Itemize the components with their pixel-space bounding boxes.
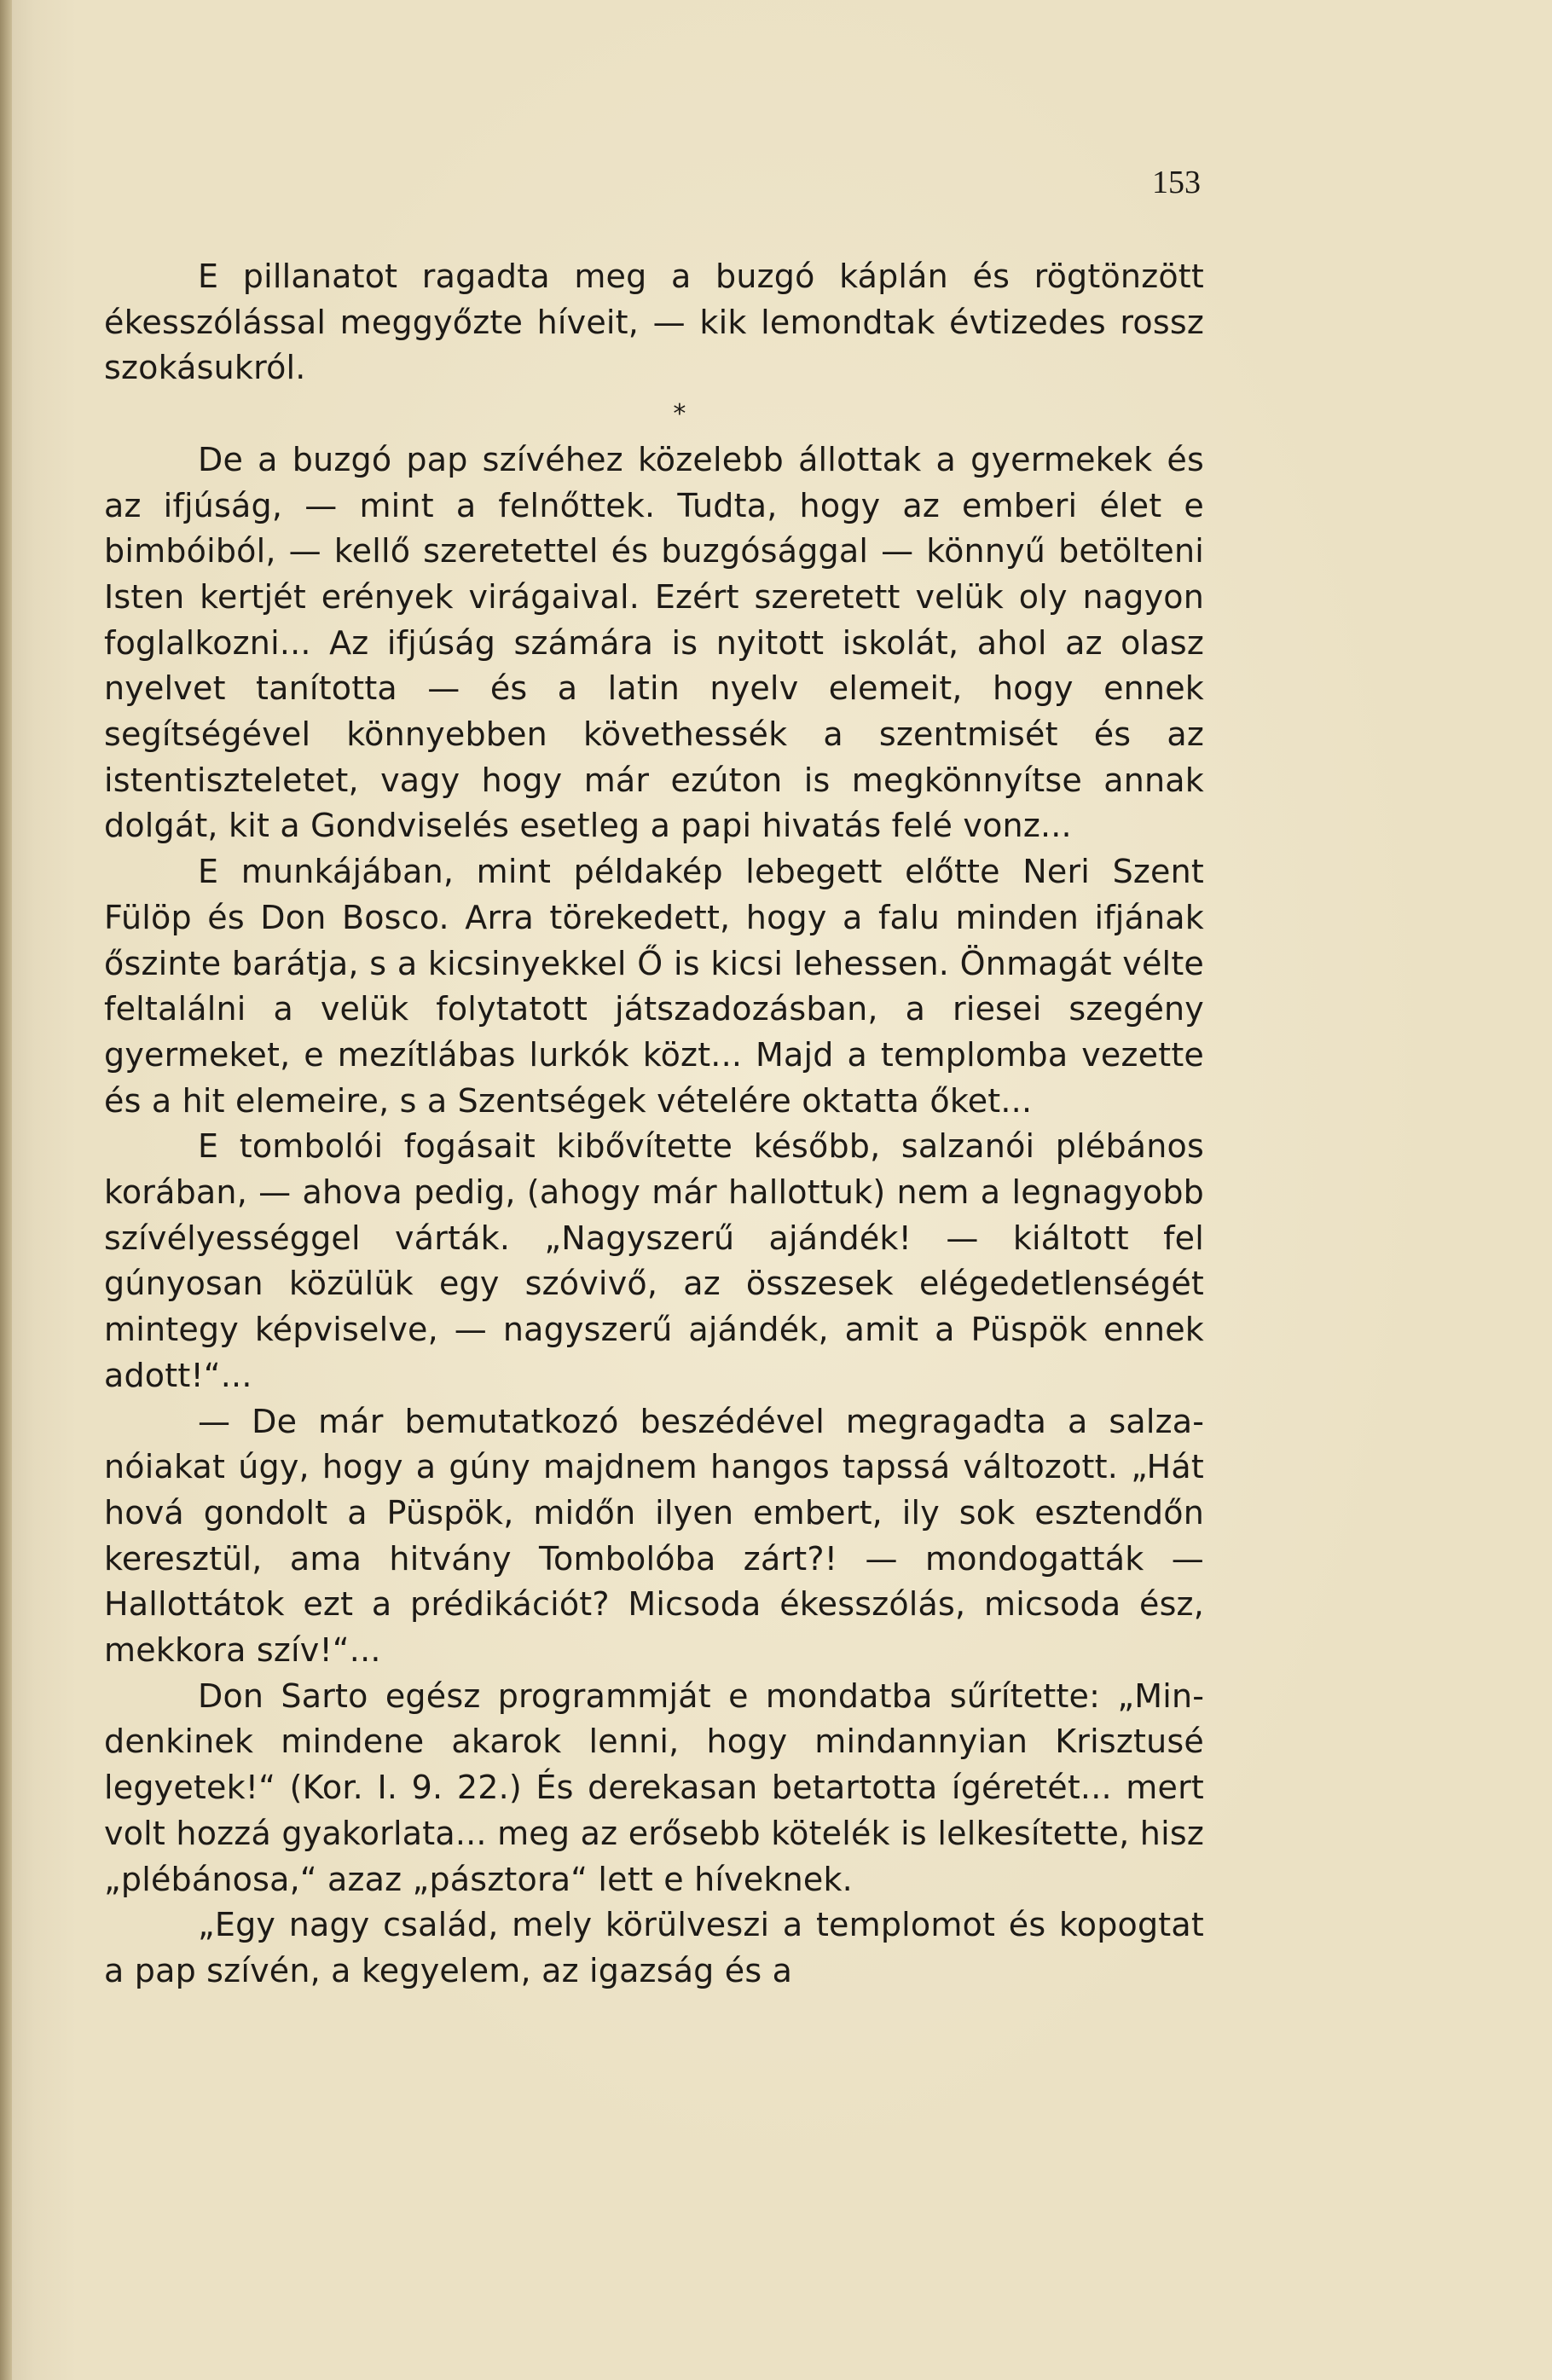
paragraph-5: — De már bemutatkozó beszédével megragadta a salzanóiakat úgy, hogy a gúny majdnem hangos tapssá változott. „Hát hová gondolt a Püspök, midőn ilyen embert, ily sok esztendőn keresztül, ama hitvány Tombolóba zárt?! — mondogatták — Hallottátok ezt a prédikációt? Micsoda ékesszólás, micsoda ész, mekkora szív!“... xyxy=(104,1402,1204,1670)
page-edge xyxy=(0,0,12,2380)
paragraph-1: E pillanatot ragadta meg a buzgó káplán és rögtönzött ékesszólással meggyőzte híveit, — kik lemondtak évtizedes rossz szokásukról. xyxy=(104,258,1204,387)
paragraph-7: „Egy nagy család, mely körülveszi a templomot és kopogtat a pap szívén, a kegyelem, az igazság és a xyxy=(104,1906,1204,1989)
paragraph-2: De a buzgó pap szívéhez közelebb állottak a gyermekek és az ifjúság, — mint a felnőttek. Tudta, hogy az emberi élet e bimbóiból, — kellő szeretettel és buzgósággal — könnyű betölteni Isten kertjét erények virágaival. Ezért szeretett velük oly nagyon foglalkozni... Az ifjúság számára is nyitott iskolát, ahol az olasz nyelvet tanította — és a latin nyelv elemeit, hogy ennek segítségével könnyebben követhessék a szentmisét és az istentiszteletet, vagy hogy már ezúton is megkönnyítse annak dolgát, kit a Gondviselés esetleg a papi hivatás felé vonz... xyxy=(104,440,1204,845)
section-separator: * xyxy=(673,399,686,430)
paragraph-4: E tombolói fogásait kibővítette később, salzanói plébános korában, — ahova pedig, (ahogy már hallottuk) nem a legnagyobb szívélyességgel várták. „Nagyszerű ajándék! — kiáltott fel gúnyosan közülük egy szóvivő, az összesek elégedetlenségét mintegy képviselve, — nagyszerű ajándék, amit a Püspök ennek adott!“... xyxy=(104,1127,1204,1394)
paragraph-3: E munkájában, mint példakép lebegett előtte Neri Szent Fülöp és Don Bosco. Arra törekedett, hogy a falu minden ifjának őszinte barátja, s a kicsinyekkel Ő is kicsi lehessen. Önmagát vélte feltalálni a velük folytatott játszadozásban, a riesei szegény gyermeket, e mezítlábas lurkók közt... Majd a templomba vezette és a hit elemeire, s a Szentségek vételére oktatta őket... xyxy=(104,853,1204,1120)
paragraph-6: Don Sarto egész programmját e mondatba sűrítette: „Mindenkinek mindene akarok lenni, hogy mindannyian Krisztusé legyetek!“ (Kor. I. 9. 22.) És derekasan betartotta ígéretét... mert volt hozzá gyakorlata... meg az erősebb kötelék is lelkesítette, hisz „plébánosa,“ azaz „pásztora“ lett e híveknek. xyxy=(104,1676,1204,1898)
body-text xyxy=(104,254,1204,1995)
page-number: 153 xyxy=(1152,165,1201,200)
